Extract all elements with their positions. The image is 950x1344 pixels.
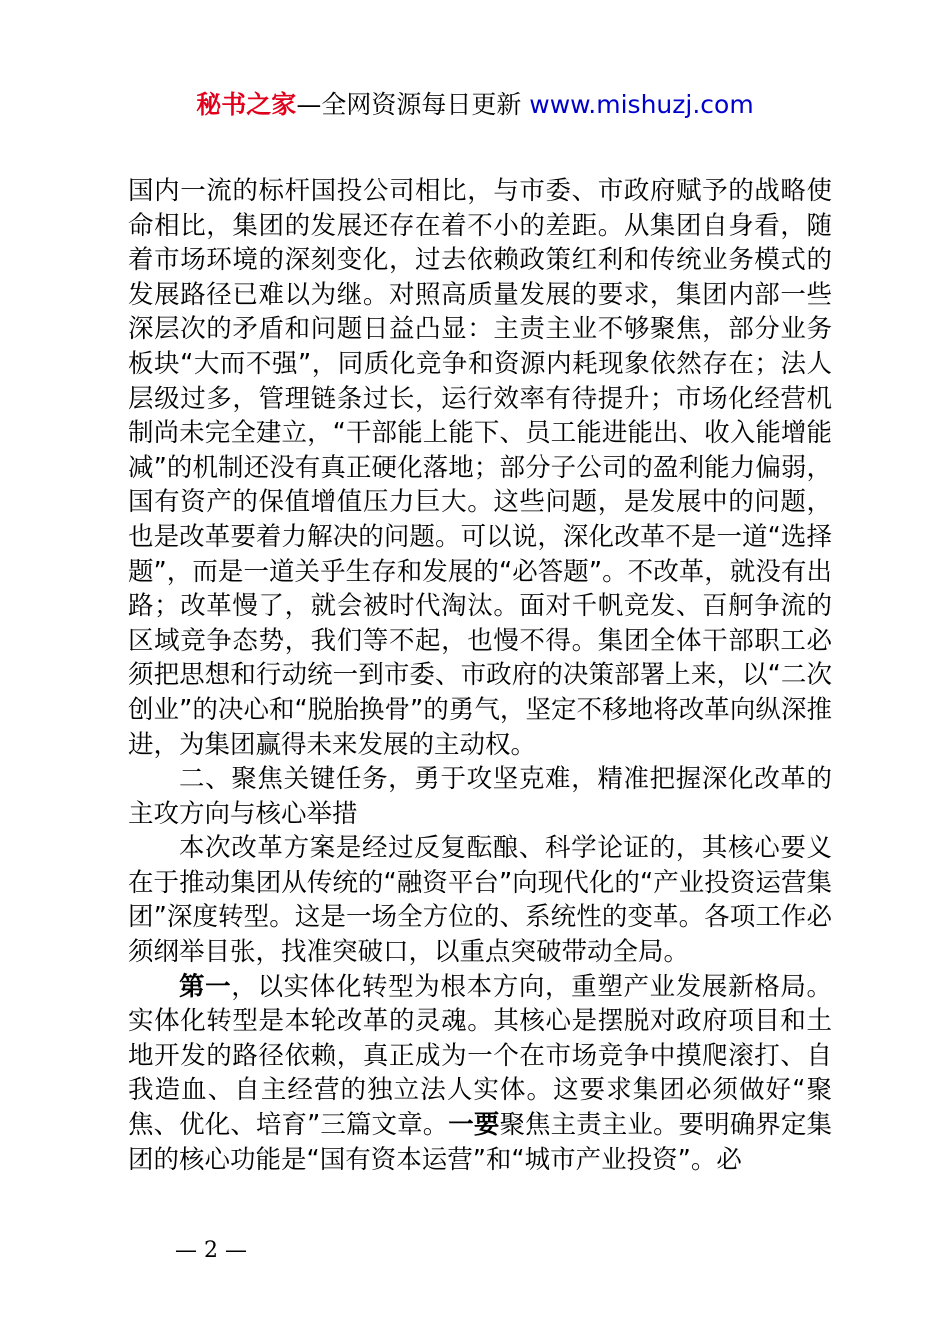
paragraph-first-point (128, 970, 832, 1178)
paragraph-first-text-a: ，以实体化转型为根本方向，重塑产业发展新格局。实体化转型是本轮改革的灵魂。其核心是摆脱对政府项目和土地开发的路径依赖，真正成为一个在市场竞争中摸爬滚打、自我造血、自主经营的独立法人实体。这要求集团必须做好“聚焦、优化、培育”三篇文章。 (128, 971, 832, 1141)
header-tagline: —全网资源每日更新 (296, 90, 530, 119)
paragraph-first-text-b: 聚焦主责主业。要明确界定集团的核心功能是“国有资本运营”和“城市产业投资”。必 (128, 1110, 832, 1175)
section-heading-2: 二、聚焦关键任务，勇于攻坚克难，精准把握深化改革的主攻方向与核心举措 (128, 764, 832, 829)
paragraph-reform-plan: 本次改革方案是经过反复酝酿、科学论证的，其核心要义在于推动集团从传统的“融资平台”向现代化的“产业投资运营集团”深度转型。这是一场全方位的、系统性的变革。各项工作必须纲举目张，找准突破口，以重点突破带动全局。 (128, 833, 832, 968)
header-url-link[interactable]: www.mishuzj.com (529, 90, 754, 119)
paragraph-continued: 国内一流的标杆国投公司相比，与市委、市政府赋予的战略使命相比，集团的发展还存在着不小的差距。从集团自身看，随着市场环境的深刻变化，过去依赖政策红利和传统业务模式的发展路径已难以为继。对照高质量发展的要求，集团内部一些深层次的矛盾和问题日益凸显：主责主业不够聚焦，部分业务板块“大而不强”，同质化竞争和资源内耗现象依然存在；法人层级过多，管理链条过长，运行效率有待提升；市场化经营机制尚未完全建立，“干部能上能下、员工能进能出、收入能增能减”的机制还没有真正硬化落地；部分子公司的盈利能力偏弱，国有资产的保值增值压力巨大。这些问题，是发展中的问题，也是改革要着力解决的问题。可以说，深化改革不是一道“选择题”，而是一道关乎生存和发展的“必答题”。不改革，就没有出路；改革慢了，就会被时代淘汰。面对千帆竞发、百舸争流的区域竞争态势，我们等不起，也慢不得。集团全体干部职工必须把思想和行动统一到市委、市政府的决策部署上来，以“二次创业”的决心和“脱胎换骨”的勇气，坚定不移地将改革向纵深推进，为集团赢得未来发展的主动权。 (128, 176, 832, 760)
header-brand: 秘书之家 (196, 90, 297, 119)
bold-lead-first: 第一 (179, 971, 232, 1002)
page-header (0, 88, 950, 122)
page-number: — 2 — (175, 1238, 247, 1263)
bold-lead-yiyao: 一要 (448, 1110, 500, 1141)
document-body (128, 174, 832, 1177)
